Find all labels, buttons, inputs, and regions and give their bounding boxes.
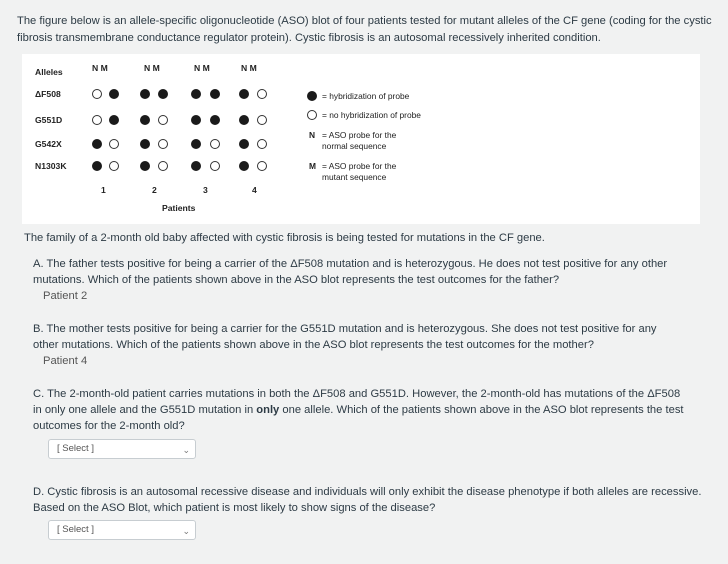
legend-n-line1: = ASO probe for the: [322, 130, 397, 140]
question-c-text-after: one allele. Which of the patients shown above in the ASO blot represents the test outcomes for the 2-month old?: [33, 404, 684, 432]
blot-dot-hybridized: [239, 139, 249, 149]
blot-dot-not-hybridized: [257, 161, 267, 171]
blot-dot-hybridized: [210, 89, 220, 99]
blot-dot-hybridized: [239, 89, 249, 99]
legend-filled-dot-icon: [307, 91, 317, 101]
legend-open-dot-icon: [307, 110, 317, 120]
question-b-answer: Patient 4: [43, 355, 88, 367]
legend-m-line1: = ASO probe for the: [322, 161, 397, 171]
blot-dot-not-hybridized: [109, 139, 119, 149]
question-d-text: D. Cystic fibrosis is an autosomal recessive disease and individuals will only exhibit the disease phenotype if both alleles are recessive. Based on the ASO Blot, which patient is most likely to show signs of the disease?: [33, 486, 702, 514]
legend-m-line2: mutant sequence: [322, 172, 387, 182]
blot-dot-not-hybridized: [158, 139, 168, 149]
blot-dot-not-hybridized: [257, 139, 267, 149]
patients-axis-label: Patients: [162, 203, 196, 213]
blot-dot-hybridized: [191, 139, 201, 149]
question-c: [33, 386, 688, 434]
blot-dot-hybridized: [158, 89, 168, 99]
aso-blot-figure: [22, 54, 700, 224]
blot-dot-not-hybridized: [158, 161, 168, 171]
allele-label-df508: ΔF508: [35, 89, 61, 99]
blot-dot-hybridized: [239, 115, 249, 125]
blot-dot-hybridized: [140, 89, 150, 99]
blot-dot-hybridized: [191, 89, 201, 99]
legend-hybridization: = hybridization of probe: [322, 91, 410, 101]
blot-dot-not-hybridized: [92, 89, 102, 99]
blot-dot-hybridized: [140, 115, 150, 125]
legend-m-key: M: [309, 161, 316, 171]
blot-dot-not-hybridized: [210, 139, 220, 149]
question-d-select[interactable]: [48, 520, 196, 540]
blot-dot-hybridized: [109, 115, 119, 125]
question-a-text: A. The father tests positive for being a carrier of the ΔF508 mutation and is heterozygous. He does not test positive for any other mutations. Which of the patients shown above in the ASO blot represents the test outcomes for the father?: [33, 258, 668, 286]
blot-dot-not-hybridized: [257, 89, 267, 99]
column-header-4: N M: [241, 63, 257, 73]
blot-dot-hybridized: [109, 89, 119, 99]
column-header-3: N M: [194, 63, 210, 73]
question-b-text: B. The mother tests positive for being a carrier for the G551D mutation and is heterozygous. She does not test positive for any other mutations. Which of the patients shown above in the ASO blot represents the test outcomes for the mother?: [33, 323, 657, 351]
blot-dot-not-hybridized: [109, 161, 119, 171]
question-d: [33, 484, 703, 516]
allele-label-n1303k: N1303K: [35, 161, 67, 171]
allele-label-g551d: G551D: [35, 115, 63, 125]
patient-number-2: 2: [152, 185, 157, 195]
patient-number-1: 1: [101, 185, 106, 195]
question-a: [33, 256, 683, 304]
question-c-emphasis: only: [256, 404, 280, 416]
question-c-text-before: C. The 2-month-old patient carries mutations in both the ΔF508 and G551D. However, the 2-month-old has mutations of the ΔF508 in only one allele and the G551D mutation in: [33, 388, 681, 416]
patient-number-3: 3: [203, 185, 208, 195]
question-c-select[interactable]: [48, 439, 196, 459]
blot-dot-hybridized: [92, 161, 102, 171]
legend-no-hybridization: = no hybridization of probe: [322, 110, 421, 120]
blot-dot-hybridized: [191, 115, 201, 125]
intro-text: The figure below is an allele-specific oligonucleotide (ASO) blot of four patients tested for mutant alleles of the CF gene (coding for the cystic fibrosis transmembrane conductance regulator protein). Cystic fibrosis is an autosomal recessively inherited condition.: [17, 15, 712, 44]
blot-dot-hybridized: [92, 139, 102, 149]
column-header-1: N M: [92, 63, 108, 73]
question-d-select-value: [ Select ]: [57, 524, 94, 535]
column-header-2: N M: [144, 63, 160, 73]
blot-dot-hybridized: [191, 161, 201, 171]
blot-dot-hybridized: [140, 161, 150, 171]
alleles-header: Alleles: [35, 67, 63, 77]
blot-dot-not-hybridized: [257, 115, 267, 125]
chevron-down-icon: ⌄: [182, 526, 190, 536]
blot-dot-hybridized: [140, 139, 150, 149]
blot-dot-hybridized: [239, 161, 249, 171]
patient-number-4: 4: [252, 185, 257, 195]
legend-n-key: N: [309, 130, 316, 140]
question-c-select-value: [ Select ]: [57, 443, 94, 454]
chevron-down-icon: ⌄: [182, 445, 190, 455]
blot-dot-not-hybridized: [210, 161, 220, 171]
question-a-answer: Patient 2: [43, 290, 88, 302]
question-intro: The family of a 2-month old baby affected with cystic fibrosis is being tested for mutations in the CF gene.: [24, 232, 545, 244]
question-b: [33, 321, 683, 369]
blot-dot-hybridized: [210, 115, 220, 125]
legend-n-line2: normal sequence: [322, 141, 387, 151]
blot-dot-not-hybridized: [158, 115, 168, 125]
blot-dot-not-hybridized: [92, 115, 102, 125]
allele-label-g542x: G542X: [35, 139, 62, 149]
